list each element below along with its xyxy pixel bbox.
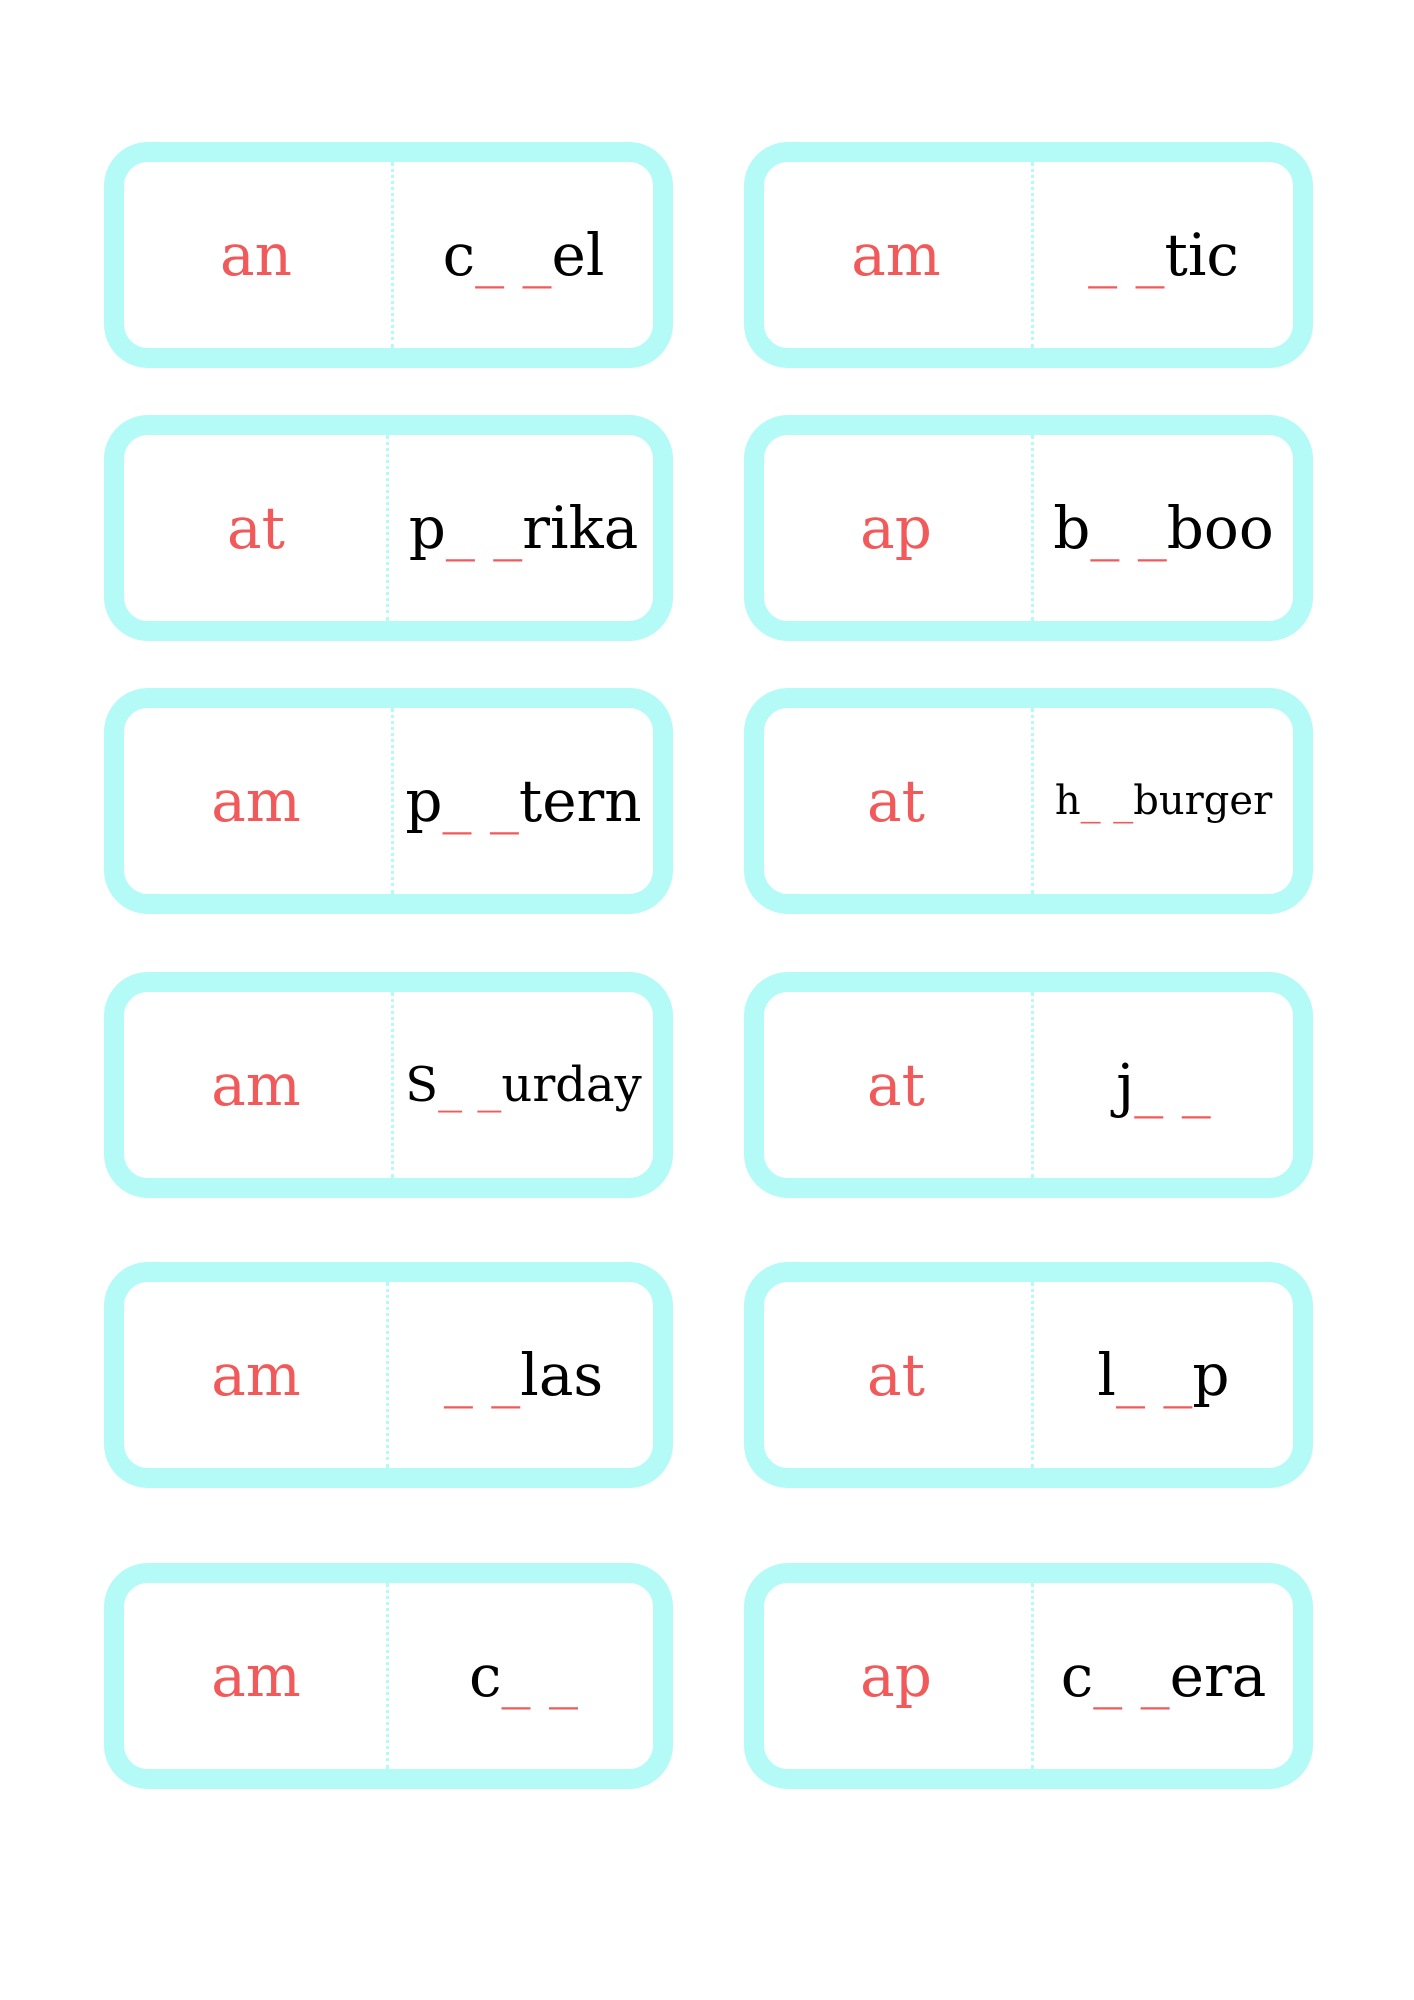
word-prefix: p xyxy=(405,767,443,835)
word-prefix: h xyxy=(1054,778,1081,824)
word-card xyxy=(104,1563,673,1789)
word-with-blank xyxy=(1054,778,1273,824)
word-suffix: boo xyxy=(1166,494,1274,562)
word-suffix: p xyxy=(1192,1341,1230,1409)
word-suffix: era xyxy=(1169,1642,1267,1710)
word-with-blank xyxy=(1060,1642,1267,1710)
word-suffix: tern xyxy=(518,767,642,835)
letter-pair: am xyxy=(211,1341,301,1409)
letter-pair: ap xyxy=(860,1642,932,1710)
word-blank: _ _ xyxy=(442,767,519,835)
letter-pair: ap xyxy=(860,494,932,562)
word-card xyxy=(104,142,673,368)
word-with-blank xyxy=(408,494,639,562)
word-with-blank xyxy=(443,1341,604,1409)
word-card xyxy=(744,415,1313,641)
word-with-blank xyxy=(1097,1341,1230,1409)
letter-pair: at xyxy=(227,494,285,562)
word-card xyxy=(744,972,1313,1198)
word-blank: _ _ xyxy=(1080,778,1134,824)
word-blank: _ _ xyxy=(1088,221,1165,289)
letter-pair: at xyxy=(867,1341,925,1409)
word-prefix: b xyxy=(1053,494,1091,562)
word-blank: _ _ xyxy=(501,1642,578,1710)
letter-pair: an xyxy=(220,221,292,289)
letter-pair: at xyxy=(867,767,925,835)
word-prefix: c xyxy=(1060,1642,1094,1710)
word-suffix: el xyxy=(551,221,605,289)
word-suffix: rika xyxy=(522,494,639,562)
word-with-blank xyxy=(405,767,642,835)
word-blank: _ _ xyxy=(438,1057,502,1113)
word-card xyxy=(744,1563,1313,1789)
word-with-blank xyxy=(469,1642,578,1710)
word-with-blank xyxy=(1088,221,1239,289)
word-card xyxy=(104,972,673,1198)
word-blank: _ _ xyxy=(475,221,552,289)
word-prefix: p xyxy=(408,494,446,562)
word-blank: _ _ xyxy=(1134,1051,1211,1119)
word-card xyxy=(104,688,673,914)
letter-pair: at xyxy=(867,1051,925,1119)
word-prefix: S xyxy=(405,1057,439,1113)
word-card xyxy=(744,1262,1313,1488)
word-suffix: urday xyxy=(501,1057,642,1113)
word-with-blank xyxy=(1053,494,1274,562)
word-blank: _ _ xyxy=(1115,1341,1193,1409)
letter-pair: am xyxy=(211,1642,301,1710)
word-blank: _ _ xyxy=(1090,494,1167,562)
word-prefix: l xyxy=(1097,1341,1116,1409)
word-blank: _ _ xyxy=(445,494,523,562)
word-suffix: burger xyxy=(1133,778,1273,824)
word-card xyxy=(104,415,673,641)
letter-pair: am xyxy=(851,221,941,289)
word-card xyxy=(744,142,1313,368)
word-prefix: c xyxy=(442,221,476,289)
letter-pair: am xyxy=(211,767,301,835)
word-prefix: j xyxy=(1116,1051,1135,1119)
word-suffix: las xyxy=(520,1341,604,1409)
word-with-blank xyxy=(1116,1051,1211,1119)
word-with-blank xyxy=(405,1057,642,1113)
word-blank: _ _ xyxy=(443,1341,521,1409)
word-card xyxy=(104,1262,673,1488)
word-suffix: tic xyxy=(1164,221,1239,289)
word-blank: _ _ xyxy=(1093,1642,1170,1710)
word-prefix: c xyxy=(469,1642,502,1710)
word-card xyxy=(744,688,1313,914)
word-with-blank xyxy=(442,221,605,289)
letter-pair: am xyxy=(211,1051,301,1119)
